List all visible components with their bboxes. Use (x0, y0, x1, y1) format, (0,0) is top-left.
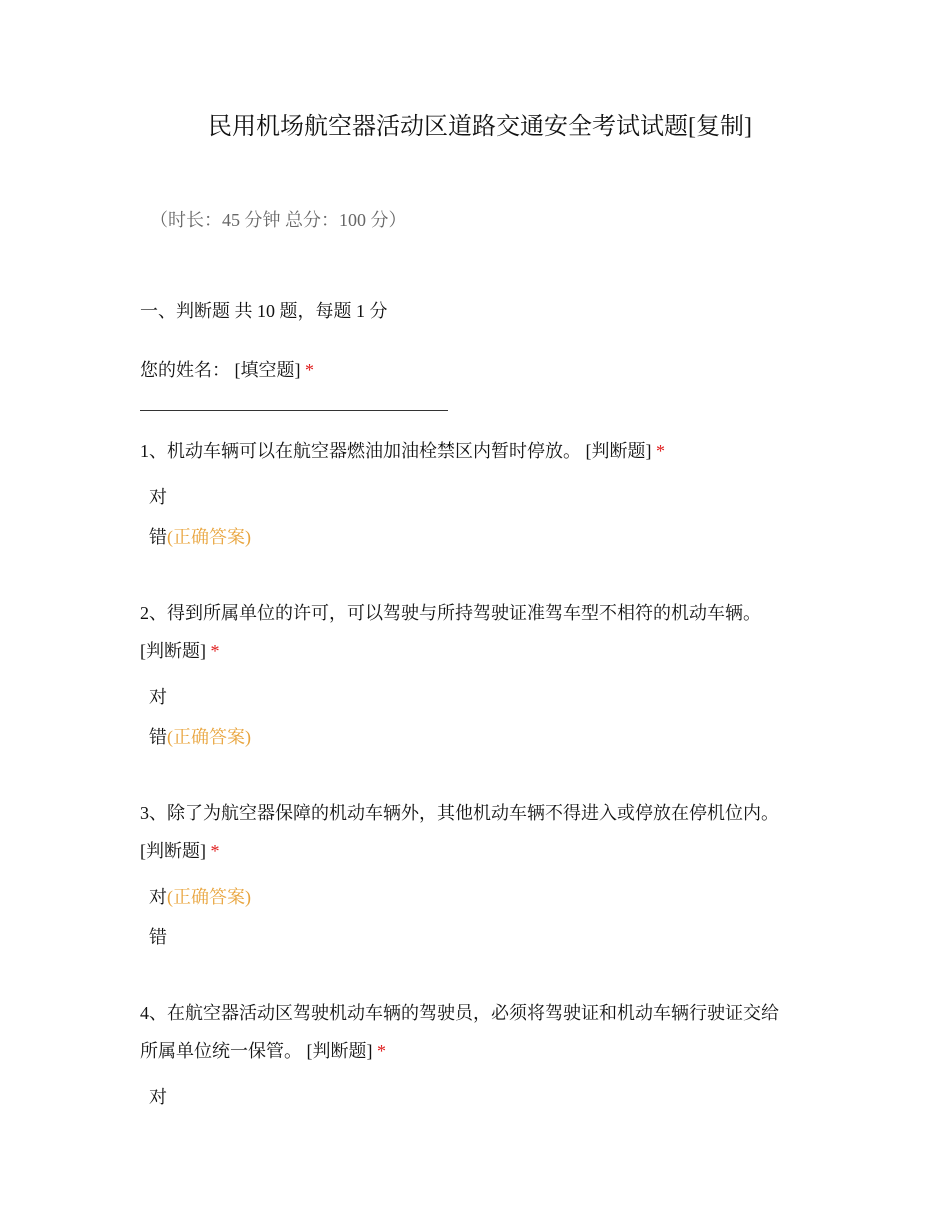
question-1-option-false[interactable] (149, 524, 251, 550)
question-4-text: 4、在航空器活动区驾驶机动车辆的驾驶员，必须将驾驶证和机动车辆行驶证交给 (140, 1003, 779, 1023)
question-3-text: 3、除了为航空器保障的机动车辆外，其他机动车辆不得进入或停放在停机位内。 (140, 803, 779, 823)
question-4 (140, 1000, 779, 1026)
question-4-line2 (140, 1038, 386, 1064)
question-3-option-false[interactable] (149, 924, 167, 950)
duration-info: （时长：45 分钟 总分：100 分） (150, 210, 407, 230)
question-2-option-true[interactable] (149, 684, 167, 710)
question-4-option-true[interactable] (149, 1084, 167, 1110)
question-2-meta (140, 638, 220, 664)
option-label: 错 (149, 727, 167, 747)
question-1-text: 1、机动车辆可以在航空器燃油加油栓禁区内暂时停放。 (140, 441, 581, 461)
correct-answer-tag: (正确答案) (167, 887, 251, 907)
name-input-line[interactable] (140, 410, 448, 411)
question-3-meta (140, 838, 220, 864)
question-4-type: [判断题] (306, 1041, 373, 1061)
correct-answer-tag: (正确答案) (167, 727, 251, 747)
question-2-option-false[interactable] (149, 724, 251, 750)
question-4-text-continued: 所属单位统一保管。 (140, 1041, 302, 1061)
section-heading: 一、判断题 共 10 题，每题 1 分 (140, 301, 388, 321)
question-2-type: [判断题] (140, 641, 206, 661)
name-label: 您的姓名： (140, 360, 230, 380)
required-mark: * (210, 641, 220, 661)
question-3-type: [判断题] (140, 841, 206, 861)
required-mark: * (305, 360, 314, 380)
question-1-type: [判断题] (585, 441, 652, 461)
document-title: 民用机场航空器活动区道路交通安全考试试题[复制] (208, 114, 752, 140)
required-mark: * (210, 841, 220, 861)
option-label: 对 (149, 887, 167, 907)
question-3 (140, 800, 779, 826)
question-3-option-true[interactable] (149, 884, 251, 910)
required-mark: * (656, 441, 665, 461)
required-mark: * (377, 1041, 386, 1061)
name-question (140, 357, 314, 383)
option-label: 对 (149, 1087, 167, 1107)
option-label: 错 (149, 527, 167, 547)
option-label: 对 (149, 687, 167, 707)
question-1-option-true[interactable] (149, 484, 167, 510)
name-question-type: [填空题] (234, 360, 301, 380)
option-label: 对 (149, 487, 167, 507)
question-1 (140, 438, 665, 464)
correct-answer-tag: (正确答案) (167, 527, 251, 547)
question-2 (140, 600, 761, 626)
question-2-text: 2、得到所属单位的许可，可以驾驶与所持驾驶证准驾车型不相符的机动车辆。 (140, 603, 761, 623)
option-label: 错 (149, 927, 167, 947)
